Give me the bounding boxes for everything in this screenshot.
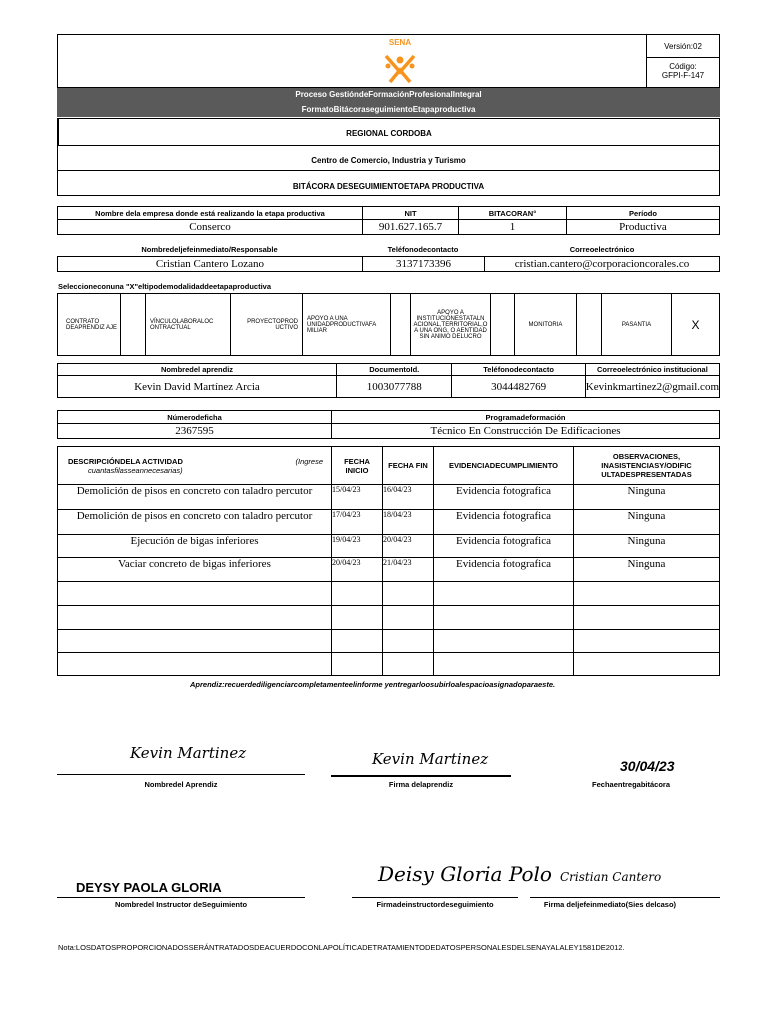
nit-label: NIT xyxy=(363,207,459,220)
activity-evidence: Evidencia fotografica xyxy=(434,535,574,558)
company-name-label: Nombre dela empresa donde está realizando la etapa productiva xyxy=(58,207,363,220)
apprentice-signature-line xyxy=(57,774,305,775)
nit-value: 901.627.165.7 xyxy=(363,220,459,235)
delivery-date: 30/04/23 xyxy=(620,758,675,774)
program-value: Técnico En Construcción De Edificaciones xyxy=(332,424,720,439)
code-label: Código: xyxy=(669,62,697,71)
apprentice-signature: Kevin Martinez xyxy=(130,744,247,762)
activity-start: 17/04/23 xyxy=(332,510,383,535)
bitacora-number: 1 xyxy=(459,220,567,235)
table-row xyxy=(58,485,720,510)
boss-name-label: Nombredeljefeinmediato/Responsable xyxy=(141,245,278,254)
table-row xyxy=(58,582,720,606)
table-row xyxy=(58,558,720,582)
apprentice-name-sign-label: Nombredel Aprendiz xyxy=(144,780,218,789)
apprentice-email: Kevinkmartinez2@gmail.com xyxy=(585,376,719,398)
center-cell: Centro de Comercio, Industria y Turismo xyxy=(57,145,720,171)
activity-start: 19/04/23 xyxy=(332,535,383,558)
apprentice-name-label: Nombredel aprendiz xyxy=(58,364,337,376)
instructor-signature: Deisy Gloria Polo xyxy=(378,862,552,886)
boss-email-label: Correoelectrónico xyxy=(569,245,635,254)
end-date-header: FECHA FIN xyxy=(383,447,434,485)
sena-logo-text: SENA xyxy=(388,38,412,47)
boss-signature: Cristian Cantero xyxy=(560,870,662,884)
modality-instruction: Seleccioneconuna "X"eltipodemodalidaddeetapaproductiva xyxy=(58,282,271,291)
table-row xyxy=(58,630,720,653)
program-label: Programadeformación xyxy=(332,411,720,424)
modality-table xyxy=(57,293,720,356)
delivery-date-label: Fechaentregabitácora xyxy=(592,780,670,789)
modality-internship-mark[interactable]: X xyxy=(672,294,720,356)
data-privacy-note: Nota:LOSDATOSPROPORCIONADOSSERÁNTRATADOSDEACUERDOCONLAPOLÍTICADETRATAMIENTODEDATOSPERSONALESDELSENAYALALEY1581DE2012. xyxy=(58,943,625,952)
apprentice-doc-label: DocumentoId. xyxy=(336,364,452,376)
code-cell xyxy=(646,57,720,88)
activity-evidence: Evidencia fotografica xyxy=(434,558,574,582)
activity-desc: Demolición de pisos en concreto con taladro percutor xyxy=(58,510,332,535)
sena-logo xyxy=(380,38,420,84)
apprentice-doc: 1003077788 xyxy=(336,376,452,398)
activity-obs: Ninguna xyxy=(574,485,720,510)
activity-desc: Demolición de pisos en concreto con taladro percutor xyxy=(58,485,332,510)
boss-sign-label: Firma deljefeinmediato(Sies delcaso) xyxy=(543,900,677,909)
company-table xyxy=(57,206,720,235)
observations-header: OBSERVACIONES, INASISTENCIASY/ODIFIC ULTADESPRESENTADAS xyxy=(574,447,720,485)
instructor-name-label: Nombredel Instructor deSeguimiento xyxy=(114,900,248,909)
instructor-name: DEYSY PAOLA GLORIA xyxy=(76,880,222,895)
modality-monitoring: MONITORIA xyxy=(515,294,577,356)
apprentice-name: Kevin David Martínez Arcia xyxy=(58,376,337,398)
ficha-label: Númerodeficha xyxy=(58,411,332,424)
boss-phone: 3137173396 xyxy=(363,257,485,272)
activity-obs: Ninguna xyxy=(574,558,720,582)
modality-state-institution: APOYO A INSTITUCIÓNESTATALN ACIONAL,TERRITORIAL,O A UNA ONG, O AENTIDAD SIN ANIMO DELUCRO xyxy=(411,294,491,356)
modality-family-unit: APOYO A UNA UNIDADPRODUCTIVAFA MILIAR xyxy=(303,294,391,356)
apprentice-phone-label: Teléfonodecontacto xyxy=(452,364,585,376)
boss-table xyxy=(57,256,720,272)
modality-check-1[interactable] xyxy=(121,294,146,356)
activity-desc: Vaciar concreto de bigas inferiores xyxy=(58,558,332,582)
company-name: Conserco xyxy=(58,220,363,235)
instructor-sign-line xyxy=(352,897,518,898)
apprentice-table xyxy=(57,363,720,398)
desc-note-2: cuantasfilasseannecesarias) xyxy=(88,465,183,475)
modality-check-5[interactable] xyxy=(491,294,515,356)
desc-note: (Ingrese xyxy=(295,456,323,466)
apprentice-signature-2: Kevin Martinez xyxy=(372,750,489,768)
activities-footnote: Aprendiz:recuerdediligenciarcompletamenteelinforme yentregarloosubirloalespacioasignadoparaeste. xyxy=(190,680,556,689)
modality-check-4[interactable] xyxy=(391,294,411,356)
boss-name: Cristian Cantero Lozano xyxy=(58,257,363,272)
activity-end: 20/04/23 xyxy=(383,535,434,558)
activity-start: 15/04/23 xyxy=(332,485,383,510)
activity-start: 20/04/23 xyxy=(332,558,383,582)
regional-cell: REGIONAL CORDOBA xyxy=(57,118,720,146)
table-row xyxy=(58,535,720,558)
activities-desc-header xyxy=(58,447,332,485)
period-label: Período xyxy=(567,207,720,220)
apprentice-sign-label: Firma delaprendiz xyxy=(388,780,454,789)
table-row xyxy=(58,653,720,676)
apprentice-email-label: Correoelectrónico institucional xyxy=(585,364,719,376)
ficha-value: 2367595 xyxy=(58,424,332,439)
version-cell: Versión:02 xyxy=(646,34,720,58)
activity-obs: Ninguna xyxy=(574,510,720,535)
activity-end: 18/04/23 xyxy=(383,510,434,535)
apprentice-sign-line xyxy=(331,775,511,777)
desc-label: DESCRIPCIÓNDELA ACTIVIDAD xyxy=(68,456,183,466)
format-bar: FormatoBitácoraseguimientoEtapaproductiva xyxy=(57,102,720,117)
evidence-header: EVIDENCIADECUMPLIMIENTO xyxy=(434,447,574,485)
boss-sign-line xyxy=(530,897,720,898)
instructor-sign-label: Firmadeinstructordeseguimiento xyxy=(376,900,494,909)
modality-productive-project: PROYECTOPROD UCTIVO xyxy=(231,294,303,356)
modality-apprenticeship-contract: CONTRATO DEAPRENDIZ AJE xyxy=(58,294,121,356)
start-date-header: FECHA INICIO xyxy=(332,447,383,485)
boss-email: cristian.cantero@corporacioncorales.co xyxy=(485,257,720,272)
activities-table xyxy=(57,446,720,676)
bitacora-title-cell: BITÁCORA DESEGUIMIENTOETAPA PRODUCTIVA xyxy=(57,170,720,196)
modality-internship: PASANTIA xyxy=(602,294,672,356)
table-row xyxy=(58,510,720,535)
activity-end: 21/04/23 xyxy=(383,558,434,582)
table-row xyxy=(58,606,720,630)
bitacora-number-label: BITACORAN° xyxy=(459,207,567,220)
activity-evidence: Evidencia fotografica xyxy=(434,510,574,535)
period-value: Productiva xyxy=(567,220,720,235)
activity-end: 16/04/23 xyxy=(383,485,434,510)
code-value: GFPI-F-147 xyxy=(661,71,705,80)
modality-labor-link: VÍNCULOLABORALOC ONTRACTUAL xyxy=(146,294,231,356)
instructor-name-line xyxy=(57,897,305,898)
program-table xyxy=(57,410,720,439)
activity-desc: Ejecución de bigas inferiores xyxy=(58,535,332,558)
apprentice-phone: 3044482769 xyxy=(452,376,585,398)
activity-evidence: Evidencia fotografica xyxy=(434,485,574,510)
activity-obs: Ninguna xyxy=(574,535,720,558)
boss-phone-label: Teléfonodecontacto xyxy=(387,245,459,254)
process-bar: Proceso GestióndeFormaciónProfesionalIntegral xyxy=(57,88,720,102)
modality-check-6[interactable] xyxy=(577,294,602,356)
